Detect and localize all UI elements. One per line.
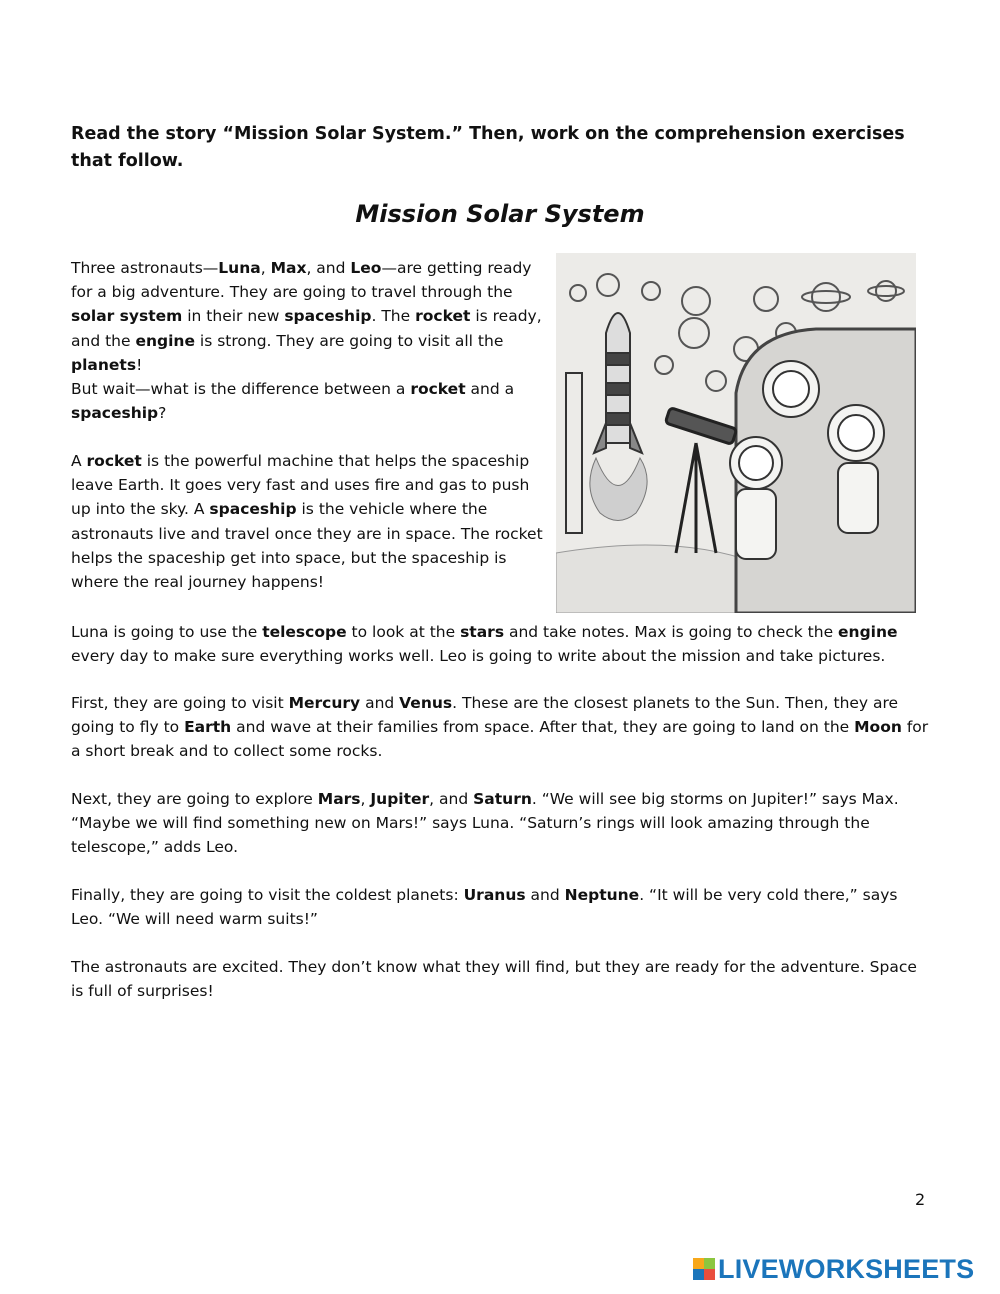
logo-mark-icon: [693, 1258, 715, 1280]
liveworksheets-logo[interactable]: [693, 1254, 974, 1284]
story-paragraph: Next, they are going to explore Mars, Jupiter, and Saturn. “We will see big storms on Jupiter!” says Max. “Maybe we will find something new on Mars!” says Luna. “Saturn’s rings will look amazing through the telescope,” adds Leo.: [71, 790, 899, 857]
story-paragraph: First, they are going to visit Mercury and Venus. These are the closest planets to the Sun. Then, they are going to fly to Earth and wave at their families from space. After that, they are going to land on the Moon for a short break and to collect some rocks.: [71, 694, 929, 761]
story-paragraph: A rocket is the powerful machine that helps the spaceship leave Earth. It goes very fast and uses fire and gas to push up into the sky. A spaceship is the vehicle where the astronauts live and travel once they are in space. The rocket helps the spaceship get into space, but the spaceship is where the real journey happens!: [71, 452, 543, 592]
story-paragraph: The astronauts are excited. They don’t know what they will find, but they are ready for the adventure. Space is full of surprises!: [71, 958, 917, 1001]
story-paragraph: Three astronauts—Luna, Max, and Leo—are getting ready for a big adventure. They are going to travel through the solar system in their new spaceship. The rocket is ready, and the engine is strong. They are going to visit all the planets!: [71, 259, 542, 374]
story-paragraph: Luna is going to use the telescope to look at the stars and take notes. Max is going to check the engine every day to make sure everything works well. Leo is going to write about the mission and take pictures.: [71, 623, 898, 666]
instructions: Read the story “Mission Solar System.” Then, work on the comprehension exercises that follow.: [71, 124, 905, 171]
story-paragraph: But wait—what is the difference between a rocket and a spaceship?: [71, 380, 515, 423]
page-number: 2: [915, 1190, 926, 1209]
story-title: Mission Solar System: [355, 200, 645, 228]
story-paragraph: Finally, they are going to visit the coldest planets: Uranus and Neptune. “It will be very cold there,” says Leo. “We will need warm suits!”: [71, 886, 898, 929]
astronauts-illustration: [556, 253, 916, 613]
logo-text: LIVEWORKSHEETS: [718, 1253, 975, 1284]
